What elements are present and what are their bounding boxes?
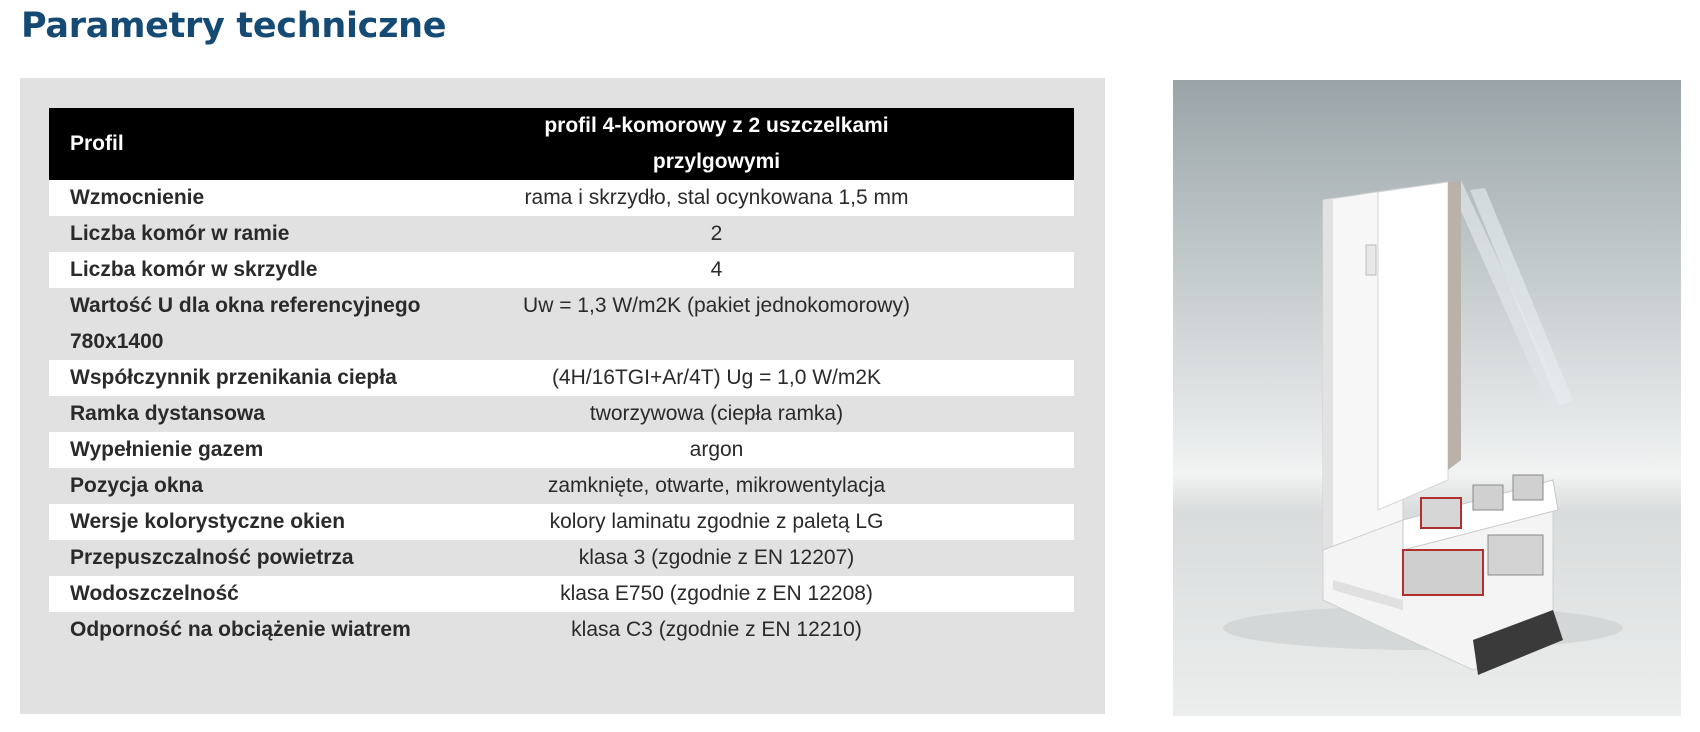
spec-value: tworzywowa (ciepła ramka) <box>589 402 844 425</box>
spec-label: Wodoszczelność <box>70 582 239 605</box>
spec-label: Profil <box>70 132 124 155</box>
spec-value: rama i skrzydło, stal ocynkowana 1,5 mm <box>524 186 909 209</box>
table-header-row <box>49 108 1074 180</box>
table-row <box>49 396 1074 432</box>
spec-label: Wersje kolorystyczne okien <box>70 510 346 533</box>
spec-value: klasa E750 (zgodnie z EN 12208) <box>560 582 873 605</box>
table-row <box>49 468 1074 504</box>
spec-label: Przepuszczalność powietrza <box>70 546 354 569</box>
table-row <box>49 504 1074 540</box>
spec-label: Pozycja okna <box>70 474 204 497</box>
spec-label: Liczba komór w ramie <box>70 222 290 245</box>
spec-value: argon <box>689 438 744 461</box>
table-row <box>49 612 1074 648</box>
table-row <box>49 252 1074 288</box>
spec-value: profil 4-komorowy z 2 uszczelkami przylgowymi <box>544 114 889 173</box>
spec-label: Ramka dystansowa <box>70 402 265 425</box>
table-row <box>49 180 1074 216</box>
page-title: Parametry techniczne <box>21 6 447 46</box>
window-profile-illustration <box>1173 80 1681 716</box>
table-row <box>49 216 1074 252</box>
spec-value: 4 <box>710 258 723 281</box>
spec-label: Wzmocnienie <box>70 186 205 209</box>
spec-value: zamknięte, otwarte, mikrowentylacja <box>547 474 886 497</box>
window-profile-image <box>1173 80 1681 716</box>
table-row <box>49 576 1074 612</box>
table-row <box>49 360 1074 396</box>
spec-label: Wypełnienie gazem <box>70 438 264 461</box>
spec-label: Odporność na obciążenie wiatrem <box>70 618 411 641</box>
specs-table <box>49 108 1074 648</box>
spec-value: kolory laminatu zgodnie z paletą LG <box>549 510 884 533</box>
spec-label: Współczynnik przenikania ciepła <box>70 366 397 389</box>
table-row <box>49 540 1074 576</box>
specs-panel <box>20 78 1105 714</box>
spec-label: Liczba komór w skrzydle <box>70 258 318 281</box>
spec-value: Uw = 1,3 W/m2K (pakiet jednokomorowy) <box>523 294 910 317</box>
spec-value: (4H/16TGI+Ar/4T) Ug = 1,0 W/m2K <box>551 366 882 389</box>
spec-value: klasa 3 (zgodnie z EN 12207) <box>578 546 855 569</box>
spec-value: 2 <box>710 222 723 245</box>
spec-label: Wartość U dla okna referencyjnego 780x1400 <box>70 294 421 353</box>
table-row <box>49 432 1074 468</box>
spec-value: klasa C3 (zgodnie z EN 12210) <box>571 618 862 641</box>
table-row <box>49 288 1074 360</box>
